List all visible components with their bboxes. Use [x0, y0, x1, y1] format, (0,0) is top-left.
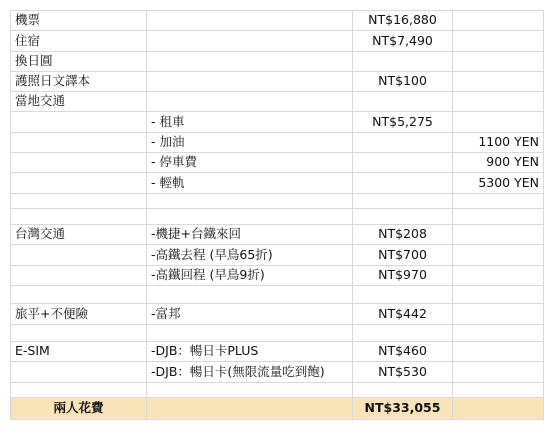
item-cell[interactable]: [10, 194, 146, 208]
yen-amount-cell[interactable]: [452, 112, 544, 132]
yen-amount-cell[interactable]: 5300 YEN: [452, 173, 544, 193]
detail-cell[interactable]: - 輕軌: [146, 173, 352, 193]
table-row: [10, 31, 544, 52]
twd-amount-cell[interactable]: [352, 173, 452, 193]
twd-amount-cell[interactable]: NT$5,275: [352, 112, 452, 132]
item-cell[interactable]: [10, 362, 146, 382]
twd-amount-cell[interactable]: NT$16,880: [352, 11, 452, 30]
detail-cell[interactable]: -高鐵回程 (早鳥9折): [146, 266, 352, 285]
item-cell[interactable]: [10, 209, 146, 224]
yen-amount-cell[interactable]: [452, 266, 544, 285]
yen-amount-cell[interactable]: 1100 YEN: [452, 133, 544, 152]
yen-amount-cell[interactable]: [452, 245, 544, 265]
twd-amount-cell[interactable]: NT$700: [352, 245, 452, 265]
detail-cell[interactable]: - 租車: [146, 112, 352, 132]
table-row: [10, 52, 544, 72]
detail-cell[interactable]: - 加油: [146, 133, 352, 152]
yen-amount-cell[interactable]: 900 YEN: [452, 153, 544, 172]
twd-amount-cell[interactable]: [352, 209, 452, 224]
item-cell[interactable]: E-SIM: [10, 342, 146, 361]
item-cell[interactable]: 護照日文譯本: [10, 72, 146, 91]
detail-cell[interactable]: [146, 325, 352, 341]
item-cell[interactable]: [10, 153, 146, 172]
twd-amount-cell[interactable]: [352, 325, 452, 341]
yen-amount-cell[interactable]: [452, 342, 544, 361]
item-cell[interactable]: [10, 286, 146, 303]
detail-cell[interactable]: - 停車費: [146, 153, 352, 172]
table-row: [10, 153, 544, 173]
twd-amount-cell[interactable]: [352, 286, 452, 303]
detail-cell[interactable]: -DJB：暢日卡(無限流量吃到飽): [146, 362, 352, 382]
item-cell[interactable]: 換日圓: [10, 52, 146, 71]
yen-amount-cell[interactable]: [452, 362, 544, 382]
item-cell[interactable]: [10, 112, 146, 132]
detail-cell[interactable]: [146, 72, 352, 91]
item-cell[interactable]: 住宿: [10, 31, 146, 51]
twd-amount-cell[interactable]: [352, 133, 452, 152]
table-row: [10, 11, 544, 31]
detail-cell[interactable]: [146, 286, 352, 303]
item-cell[interactable]: [10, 245, 146, 265]
yen-amount-cell[interactable]: [452, 11, 544, 30]
table-row: [10, 112, 544, 133]
yen-amount-cell[interactable]: [452, 286, 544, 303]
detail-cell[interactable]: -富邦: [146, 304, 352, 324]
item-cell[interactable]: [10, 133, 146, 152]
table-row: [10, 92, 544, 112]
detail-cell[interactable]: [146, 383, 352, 397]
detail-cell[interactable]: [146, 92, 352, 111]
item-cell[interactable]: [10, 383, 146, 397]
twd-amount-cell[interactable]: NT$208: [352, 225, 452, 244]
detail-cell[interactable]: [146, 31, 352, 51]
twd-amount-cell[interactable]: [352, 52, 452, 71]
item-cell[interactable]: [10, 266, 146, 285]
twd-amount-cell[interactable]: [352, 194, 452, 208]
yen-amount-cell[interactable]: [452, 304, 544, 324]
yen-amount-cell[interactable]: [452, 383, 544, 397]
detail-cell[interactable]: -高鐵去程 (早鳥65折): [146, 245, 352, 265]
total-row: [10, 398, 544, 420]
twd-amount-cell[interactable]: NT$970: [352, 266, 452, 285]
table-row: [10, 342, 544, 362]
twd-amount-cell[interactable]: NT$460: [352, 342, 452, 361]
table-row: [10, 194, 544, 209]
table-row: [10, 304, 544, 325]
detail-cell[interactable]: [146, 398, 352, 419]
item-cell[interactable]: 兩人花費: [10, 398, 146, 419]
detail-cell[interactable]: [146, 209, 352, 224]
yen-amount-cell[interactable]: [452, 52, 544, 71]
twd-amount-cell[interactable]: [352, 92, 452, 111]
twd-amount-cell[interactable]: NT$7,490: [352, 31, 452, 51]
yen-amount-cell[interactable]: [452, 72, 544, 91]
table-row: [10, 266, 544, 286]
twd-amount-cell[interactable]: NT$442: [352, 304, 452, 324]
twd-amount-cell[interactable]: NT$530: [352, 362, 452, 382]
detail-cell[interactable]: -DJB：暢日卡PLUS: [146, 342, 352, 361]
item-cell[interactable]: [10, 325, 146, 341]
yen-amount-cell[interactable]: [452, 325, 544, 341]
twd-amount-cell[interactable]: [352, 153, 452, 172]
twd-amount-cell[interactable]: [352, 383, 452, 397]
detail-cell[interactable]: [146, 11, 352, 30]
yen-amount-cell[interactable]: [452, 31, 544, 51]
item-cell[interactable]: 機票: [10, 11, 146, 30]
item-cell[interactable]: 當地交通: [10, 92, 146, 111]
table-row: [10, 362, 544, 383]
table-row: [10, 209, 544, 225]
table-row: [10, 245, 544, 266]
table-row: [10, 72, 544, 92]
twd-amount-cell[interactable]: NT$33,055: [352, 398, 452, 419]
table-row: [10, 173, 544, 194]
yen-amount-cell[interactable]: [452, 194, 544, 208]
yen-amount-cell[interactable]: [452, 92, 544, 111]
yen-amount-cell[interactable]: [452, 398, 544, 419]
table-row: [10, 225, 544, 245]
table-row: [10, 286, 544, 304]
detail-cell[interactable]: [146, 52, 352, 71]
table-row: [10, 133, 544, 153]
item-cell[interactable]: 旅平+不便險: [10, 304, 146, 324]
detail-cell[interactable]: [146, 194, 352, 208]
item-cell[interactable]: [10, 173, 146, 193]
item-cell[interactable]: 台灣交通: [10, 225, 146, 244]
twd-amount-cell[interactable]: NT$100: [352, 72, 452, 91]
table-row: [10, 383, 544, 398]
expense-spreadsheet: [10, 10, 544, 420]
detail-cell[interactable]: -機捷+台鐵來回: [146, 225, 352, 244]
yen-amount-cell[interactable]: [452, 225, 544, 244]
yen-amount-cell[interactable]: [452, 209, 544, 224]
table-row: [10, 325, 544, 342]
